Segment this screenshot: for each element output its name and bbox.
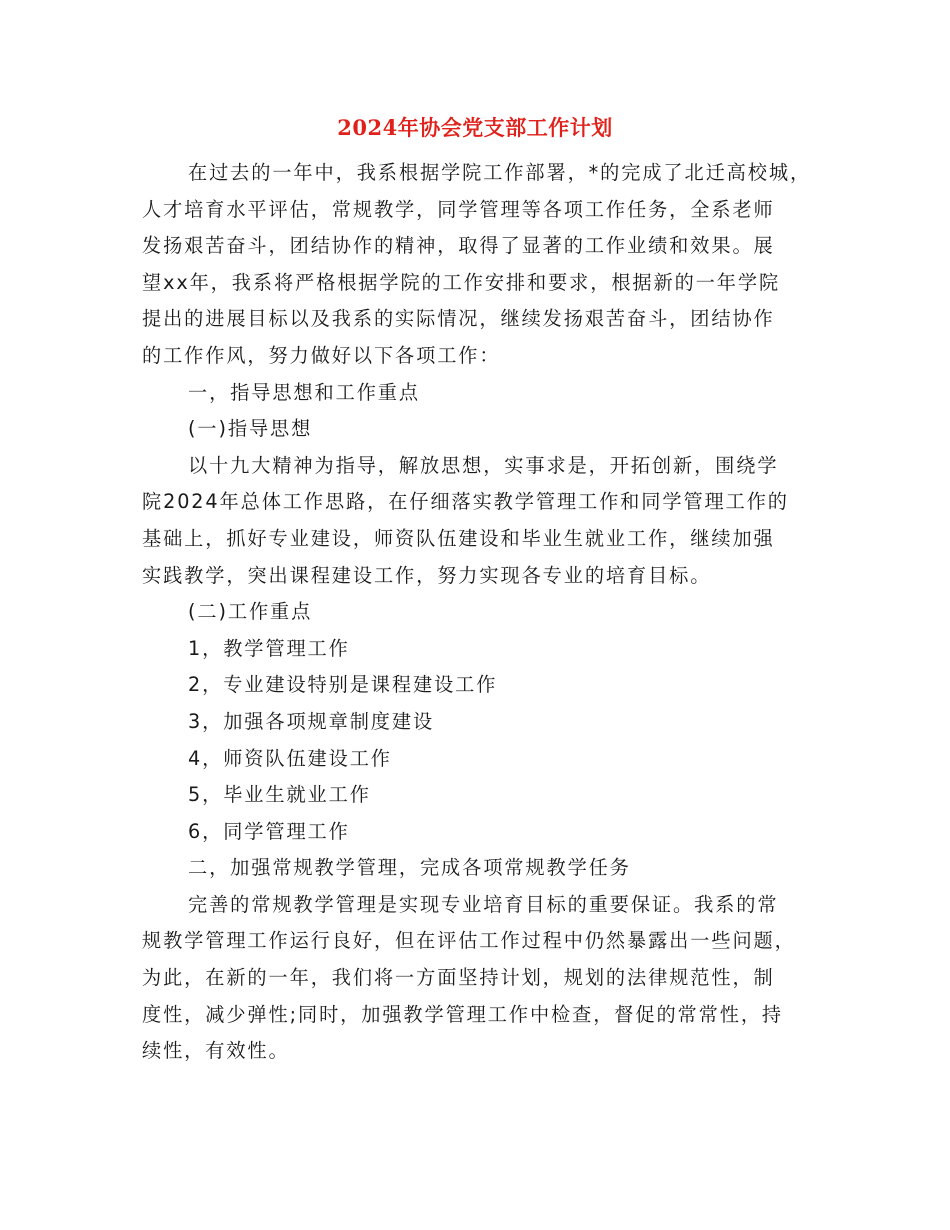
text-line: 的工作作风，努力做好以下各项工作：	[142, 343, 501, 367]
text-line: 3，加强各项规章制度建设	[188, 709, 435, 733]
text-line: 6，同学管理工作	[188, 819, 350, 843]
document-title: 2024年协会党支部工作计划	[337, 115, 613, 140]
text-line: 续性，有效性。	[142, 1039, 290, 1063]
text-line: 规教学管理工作运行良好，但在评估工作过程中仍然暴露出一些问题，	[142, 929, 796, 953]
text-line: 发扬艰苦奋斗，团结协作的精神，取得了显著的工作业绩和效果。展	[142, 234, 775, 258]
text-line: 在过去的一年中，我系根据学院工作部署，*的完成了北迁高校城，	[188, 161, 812, 184]
text-line: 度性，减少弹性;同时，加强教学管理工作中检查，督促的常常性，持	[142, 1002, 783, 1026]
text-line: 为此，在新的一年，我们将一方面坚持计划，规划的法律规范性，制	[142, 966, 775, 990]
text-line: 5，毕业生就业工作	[188, 783, 371, 807]
text-line: 4，师资队伍建设工作	[188, 746, 392, 770]
text-line: 二，加强常规教学管理，完成各项常规教学任务	[188, 856, 631, 880]
text-line: 提出的进展目标以及我系的实际情况，继续发扬艰苦奋斗，团结协作	[142, 307, 775, 331]
text-line: 基础上，抓好专业建设，师资队伍建设和毕业生就业工作，继续加强	[142, 526, 775, 550]
text-line: 院2024年总体工作思路，在仔细落实教学管理工作和同学管理工作的	[142, 490, 789, 514]
text-line: (二)工作重点	[188, 600, 313, 624]
text-line: 望xx年，我系将严格根据学院的工作安排和要求，根据新的一年学院	[142, 270, 781, 294]
text-line: 实践教学，突出课程建设工作，努力实现各专业的培育目标。	[142, 563, 712, 587]
text-line: 以十九大精神为指导，解放思想，实事求是，开拓创新，围绕学	[188, 453, 779, 477]
text-line: 完善的常规教学管理是实现专业培育目标的重要保证。我系的常	[188, 892, 779, 916]
text-line: 2，专业建设特别是课程建设工作	[188, 673, 498, 697]
text-line: 1，教学管理工作	[188, 636, 350, 660]
document-body	[142, 155, 822, 1070]
text-line: 一，指导思想和工作重点	[188, 380, 420, 404]
text-line: 人才培育水平评估，常规教学，同学管理等各项工作任务，全系老师	[142, 197, 775, 221]
text-line: (一)指导思想	[188, 417, 313, 441]
